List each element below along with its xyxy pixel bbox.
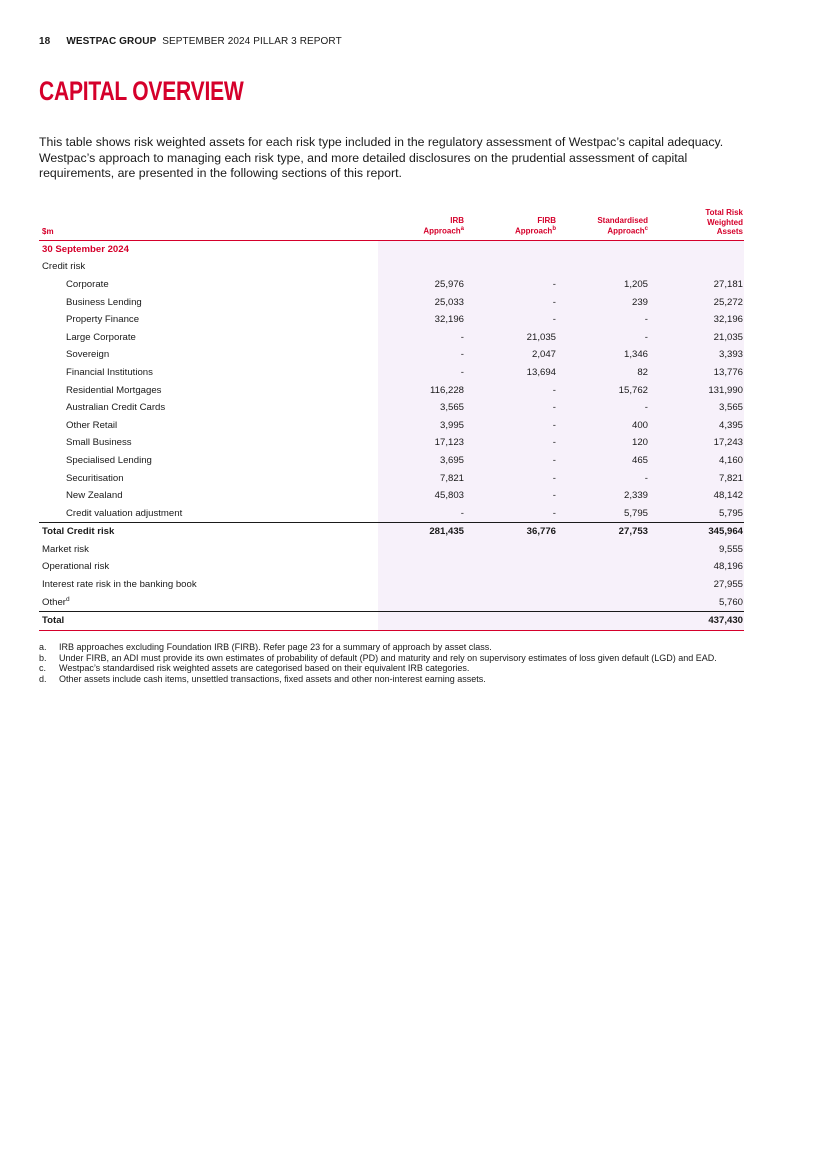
column-header-label: $m [39, 208, 378, 240]
total-rwa-cell: 17,243 [649, 434, 744, 452]
total-rwa-cell: 48,196 [649, 558, 744, 576]
grand-total-row [39, 611, 744, 630]
irb-cell: 25,976 [378, 276, 465, 294]
row-label: Interest rate risk in the banking book [42, 579, 197, 591]
total-rwa-cell: 13,776 [649, 364, 744, 382]
standardised-cell: 27,753 [557, 523, 649, 541]
column-header-firb: FIRB Approach$^b$ [465, 208, 557, 240]
standardised-cell: - [557, 399, 649, 417]
standardised-cell: - [557, 328, 649, 346]
total-rwa-cell: 25,272 [649, 293, 744, 311]
standardised-cell: - [557, 469, 649, 487]
footnote [39, 642, 751, 653]
total-rwa-cell: 4,395 [649, 416, 744, 434]
page-title: CAPITAL OVERVIEW [39, 76, 244, 106]
irb-cell: 3,995 [378, 416, 465, 434]
standardised-cell: 1,346 [557, 346, 649, 364]
rwa-table [39, 208, 744, 631]
firb-cell: - [465, 452, 557, 470]
row-label: Corporate [66, 278, 109, 290]
firb-cell: - [465, 399, 557, 417]
standardised-cell: 82 [557, 364, 649, 382]
irb-cell: 3,695 [378, 452, 465, 470]
footnote-text: Under FIRB, an ADI must provide its own estimates of probability of default (PD) and maturity and rely on supervisory estimates of loss given default (LGD) and EAD. [59, 652, 717, 663]
section-label: 30 September 2024 [42, 243, 129, 255]
row-label: Other Retail [66, 419, 118, 431]
firb-cell: - [465, 293, 557, 311]
standardised-cell: 2,339 [557, 487, 649, 505]
row-label: Credit valuation adjustment [66, 507, 183, 519]
standardised-cell: 239 [557, 293, 649, 311]
total-rwa-cell: 131,990 [649, 381, 744, 399]
total-rwa-cell: 4,160 [649, 452, 744, 470]
firb-cell: - [465, 434, 557, 452]
table-row [39, 469, 744, 487]
row-label: Sovereign [66, 349, 110, 361]
irb-cell: 25,033 [378, 293, 465, 311]
row-label: Other$^d$ [42, 596, 70, 609]
table-row [39, 276, 744, 294]
column-header-irb: IRB Approach$^a$ [378, 208, 465, 240]
total-rwa-cell: 7,821 [649, 469, 744, 487]
total-rwa-cell: 3,565 [649, 399, 744, 417]
total-rwa-cell: 3,393 [649, 346, 744, 364]
irb-cell: - [378, 328, 465, 346]
report-name: SEPTEMBER 2024 PILLAR 3 REPORT [162, 36, 342, 47]
footnote [39, 663, 751, 674]
row-label: Small Business [66, 437, 132, 449]
footnote-key: c. [39, 663, 47, 674]
irb-cell: - [378, 364, 465, 382]
firb-cell: - [465, 276, 557, 294]
firb-cell: - [465, 381, 557, 399]
row-label: Financial Institutions [66, 366, 153, 378]
row-label: Australian Credit Cards [66, 402, 166, 414]
other-row [39, 593, 744, 611]
firb-cell: 36,776 [465, 523, 557, 541]
table-row [39, 328, 744, 346]
total-rwa-cell: 48,142 [649, 487, 744, 505]
row-label: New Zealand [66, 490, 123, 502]
row-label: Residential Mortgages [66, 384, 162, 396]
standardised-cell: 15,762 [557, 381, 649, 399]
table-row [39, 399, 744, 417]
column-header-standardised: Standardised Approach$^c$ [557, 208, 649, 240]
footnote-text: IRB approaches excluding Foundation IRB (FIRB). Refer page 23 for a summary of approach by asset class. [59, 642, 492, 652]
total-rwa-cell: 27,181 [649, 276, 744, 294]
row-label: Operational risk [42, 561, 110, 573]
page-header [39, 36, 342, 47]
total-rwa-cell: 9,555 [649, 541, 744, 559]
credit-risk-heading-row [39, 258, 744, 276]
table-row [39, 452, 744, 470]
total-rwa-cell: 345,964 [649, 523, 744, 541]
standardised-cell: 5,795 [557, 504, 649, 522]
operational-risk-row [39, 558, 744, 576]
firb-cell: - [465, 504, 557, 522]
table-header-row [39, 208, 744, 240]
row-label: Property Finance [66, 314, 140, 326]
irb-cell: 17,123 [378, 434, 465, 452]
brand-name: WESTPAC GROUP [66, 36, 157, 47]
table-row [39, 346, 744, 364]
irrbb-row [39, 576, 744, 594]
irb-cell: 32,196 [378, 311, 465, 329]
irb-cell: 281,435 [378, 523, 465, 541]
row-label: Large Corporate [66, 331, 136, 343]
total-credit-risk-row [39, 523, 744, 541]
footnote-ref: d [66, 596, 70, 604]
footnote-key: b. [39, 652, 47, 663]
irb-cell: - [378, 346, 465, 364]
total-rwa-cell: 437,430 [649, 611, 744, 630]
firb-cell: 13,694 [465, 364, 557, 382]
total-rwa-cell: 5,795 [649, 504, 744, 522]
row-label: Business Lending [66, 296, 142, 308]
row-label: Total [39, 611, 378, 630]
standardised-cell: 120 [557, 434, 649, 452]
standardised-cell: 400 [557, 416, 649, 434]
row-label: Specialised Lending [66, 454, 152, 466]
standardised-cell: - [557, 311, 649, 329]
row-label: Credit risk [42, 261, 86, 273]
table-row [39, 293, 744, 311]
table-row [39, 434, 744, 452]
row-label: Total Credit risk [39, 523, 378, 541]
table-row [39, 364, 744, 382]
footnote-text: Westpac’s standardised risk weighted assets are categorised based on their equivalent IRB categories. [59, 663, 470, 674]
firb-cell: 21,035 [465, 328, 557, 346]
table-row [39, 416, 744, 434]
table-row [39, 381, 744, 399]
market-risk-row [39, 541, 744, 559]
footnote [39, 653, 751, 664]
section-row [39, 240, 744, 258]
table-row [39, 504, 744, 522]
row-label: Market risk [42, 543, 89, 555]
total-rwa-cell: 5,760 [649, 593, 744, 611]
firb-cell: - [465, 469, 557, 487]
footnote-text: Other assets include cash items, unsettled transactions, fixed assets and other non-interest earning assets. [59, 673, 486, 684]
standardised-cell: 1,205 [557, 276, 649, 294]
firb-cell: - [465, 311, 557, 329]
total-rwa-cell: 27,955 [649, 576, 744, 594]
standardised-cell: 465 [557, 452, 649, 470]
irb-cell: - [378, 504, 465, 522]
irb-cell: 45,803 [378, 487, 465, 505]
page-number: 18 [39, 36, 51, 47]
footnotes [39, 642, 751, 684]
footnote [39, 674, 751, 685]
irb-cell: 116,228 [378, 381, 465, 399]
firb-cell: - [465, 487, 557, 505]
irb-cell: 3,565 [378, 399, 465, 417]
table-row [39, 311, 744, 329]
intro-paragraph: This table shows risk weighted assets for each risk type included in the regulatory assessment of Westpac’s capital adequacy. Westpac’s approach to managing each risk type, and more detailed disclosures on the prudential assessment of capital requirements, are presented in the following sections of this report. [39, 135, 724, 180]
footnote-key: d. [39, 673, 47, 684]
irb-cell: 7,821 [378, 469, 465, 487]
column-header-total-rwa: Total Risk Weighted Assets [649, 208, 744, 240]
footnote-key: a. [39, 642, 47, 652]
firb-cell: 2,047 [465, 346, 557, 364]
firb-cell: - [465, 416, 557, 434]
total-rwa-cell: 32,196 [649, 311, 744, 329]
row-label: Securitisation [66, 472, 124, 484]
total-rwa-cell: 21,035 [649, 328, 744, 346]
table-row [39, 487, 744, 505]
